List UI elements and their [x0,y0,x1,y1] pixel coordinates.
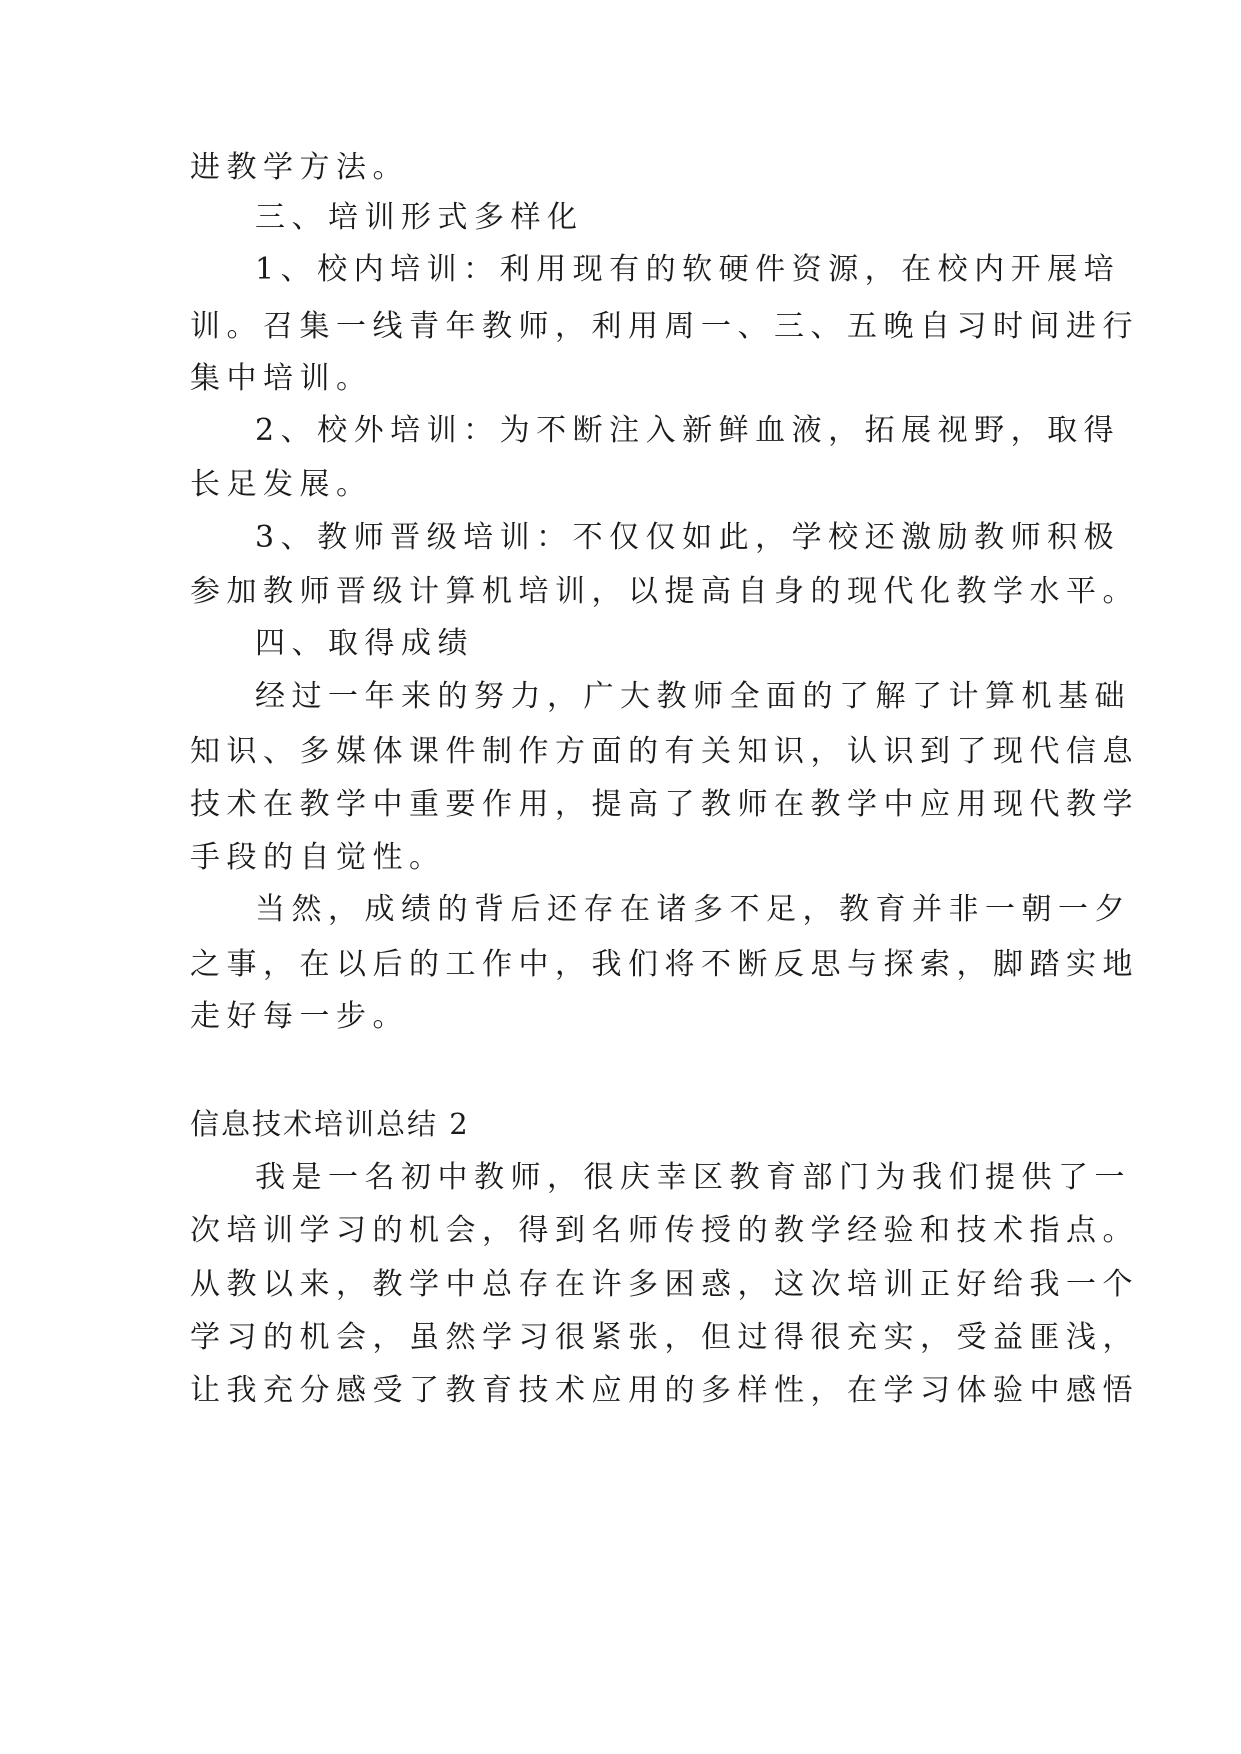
section-heading: 三、培训形式多样化 [255,200,584,235]
text-line: 3、教师晋级培训：不仅仅如此，学校还激励教师积极 [255,520,1121,555]
text-line: 学习的机会，虽然学习很紧张，但过得很充实，受益匪浅， [190,1320,1139,1355]
article-title: 信息技术培训总结 2 [190,1107,470,1141]
text-line: 我是一名初中教师，很庆幸区教育部门为我们提供了一 [255,1160,1131,1195]
text-line: 走好每一步。 [190,999,409,1034]
text-line: 2、校外培训：为不断注入新鲜血液，拓展视野，取得 [255,413,1121,448]
text-line: 训。召集一线青年教师，利用周一、三、五晚自习时间进行 [190,309,1139,344]
section-heading: 四、取得成绩 [255,626,474,661]
text-line: 之事，在以后的工作中，我们将不断反思与探索，脚踏实地 [190,947,1139,982]
text-line: 集中培训。 [190,361,373,396]
text-line: 长足发展。 [190,467,373,502]
text-line: 经过一年来的努力，广大教师全面的了解了计算机基础 [255,679,1131,714]
text-line: 参加教师晋级计算机培训，以提高自身的现代化教学水平。 [190,574,1139,609]
text-line: 从教以来，教学中总存在许多困惑，这次培训正好给我一个 [190,1267,1139,1302]
text-line: 手段的自觉性。 [190,840,446,875]
text-line: 让我充分感受了教育技术应用的多样性，在学习体验中感悟 [190,1373,1139,1408]
text-line: 次培训学习的机会，得到名师传授的教学经验和技术指点。 [190,1213,1139,1248]
text-line: 当然，成绩的背后还存在诸多不足，教育并非一朝一夕 [255,892,1131,927]
text-line: 进教学方法。 [190,150,409,185]
text-line: 技术在教学中重要作用，提高了教师在教学中应用现代教学 [190,787,1139,822]
text-line: 知识、多媒体课件制作方面的有关知识，认识到了现代信息 [190,734,1139,769]
text-line: 1、校内培训：利用现有的软硬件资源，在校内开展培 [255,252,1121,287]
